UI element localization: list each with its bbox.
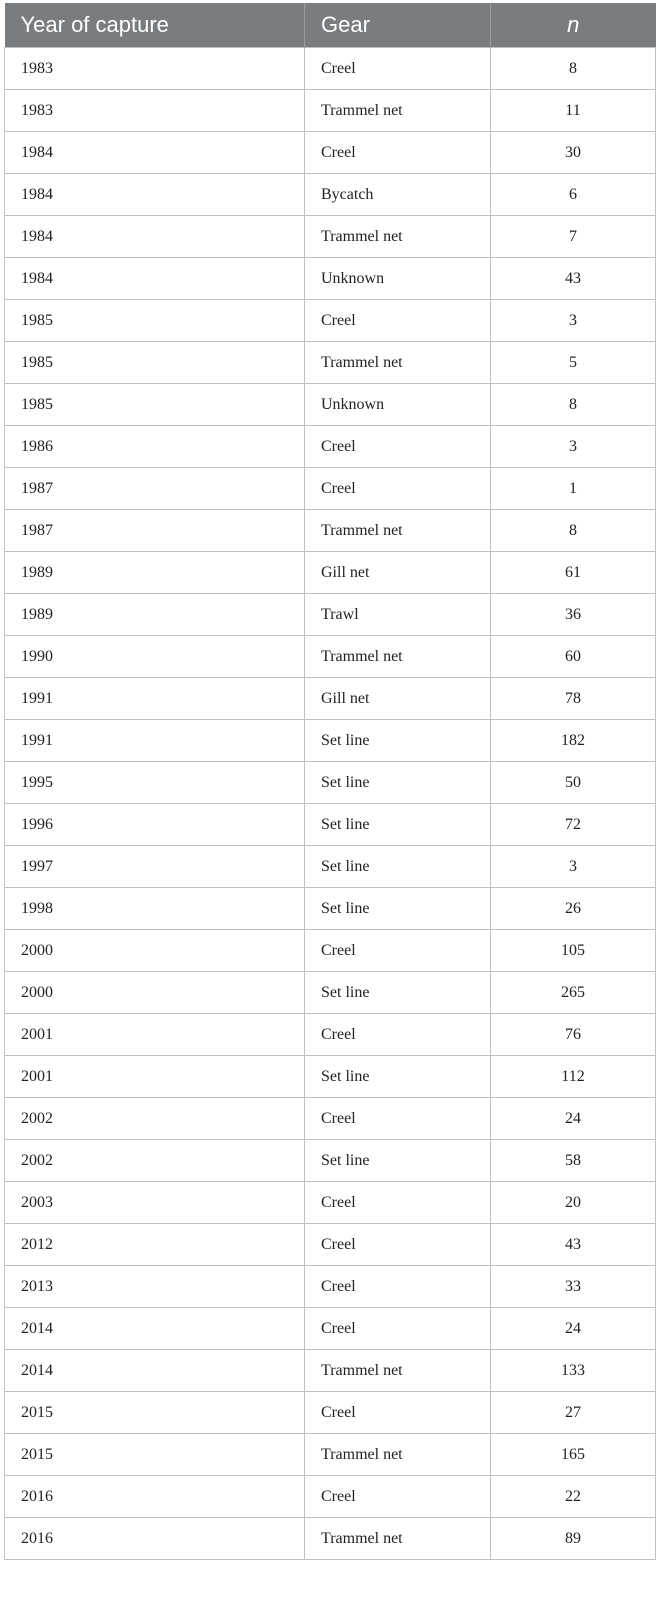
cell-year: 1984 [5,174,305,216]
cell-n: 22 [491,1476,656,1518]
table-row [5,930,656,972]
cell-gear: Creel [305,426,491,468]
cell-n: 11 [491,90,656,132]
table-row [5,258,656,300]
cell-gear: Gill net [305,678,491,720]
cell-year: 1985 [5,300,305,342]
cell-gear: Unknown [305,384,491,426]
cell-year: 1998 [5,888,305,930]
table-row [5,1182,656,1224]
table-row [5,90,656,132]
cell-n: 43 [491,1224,656,1266]
cell-n: 8 [491,384,656,426]
cell-gear: Creel [305,48,491,90]
table-row [5,720,656,762]
table-row [5,132,656,174]
cell-n: 3 [491,846,656,888]
cell-gear: Set line [305,972,491,1014]
table-row [5,636,656,678]
cell-gear: Creel [305,1266,491,1308]
table-row [5,1056,656,1098]
cell-gear: Creel [305,930,491,972]
cell-gear: Trammel net [305,510,491,552]
cell-n: 182 [491,720,656,762]
table-row [5,972,656,1014]
cell-year: 2013 [5,1266,305,1308]
cell-year: 1983 [5,90,305,132]
table-row [5,300,656,342]
table-row [5,762,656,804]
table-row [5,384,656,426]
table-row [5,804,656,846]
table-row [5,1308,656,1350]
table-row [5,216,656,258]
cell-year: 2001 [5,1014,305,1056]
cell-n: 27 [491,1392,656,1434]
cell-gear: Unknown [305,258,491,300]
table-row [5,174,656,216]
cell-year: 1996 [5,804,305,846]
cell-gear: Set line [305,1140,491,1182]
cell-n: 50 [491,762,656,804]
table-row [5,426,656,468]
capture-table-container [4,3,655,1560]
table-row [5,1350,656,1392]
cell-gear: Trammel net [305,90,491,132]
cell-n: 165 [491,1434,656,1476]
cell-gear: Set line [305,888,491,930]
cell-year: 1984 [5,258,305,300]
cell-year: 2001 [5,1056,305,1098]
cell-gear: Trammel net [305,342,491,384]
table-row [5,48,656,90]
table-row [5,552,656,594]
cell-n: 3 [491,426,656,468]
column-header-n: n [491,3,656,48]
cell-year: 2015 [5,1392,305,1434]
cell-gear: Creel [305,1014,491,1056]
cell-gear: Set line [305,762,491,804]
cell-gear: Set line [305,804,491,846]
cell-gear: Creel [305,1098,491,1140]
cell-n: 8 [491,48,656,90]
table-row [5,342,656,384]
cell-year: 1995 [5,762,305,804]
cell-year: 2002 [5,1098,305,1140]
cell-n: 20 [491,1182,656,1224]
cell-gear: Trammel net [305,1518,491,1560]
cell-n: 6 [491,174,656,216]
table-row [5,510,656,552]
cell-n: 26 [491,888,656,930]
cell-year: 1989 [5,594,305,636]
cell-n: 43 [491,258,656,300]
cell-year: 1990 [5,636,305,678]
cell-year: 2003 [5,1182,305,1224]
cell-year: 1985 [5,384,305,426]
cell-n: 7 [491,216,656,258]
cell-year: 1987 [5,468,305,510]
cell-year: 2016 [5,1518,305,1560]
cell-year: 1984 [5,132,305,174]
cell-gear: Creel [305,1224,491,1266]
cell-year: 2015 [5,1434,305,1476]
cell-n: 36 [491,594,656,636]
table-row [5,1098,656,1140]
cell-year: 2016 [5,1476,305,1518]
cell-gear: Trammel net [305,216,491,258]
cell-gear: Creel [305,468,491,510]
cell-n: 24 [491,1308,656,1350]
cell-year: 2000 [5,972,305,1014]
cell-n: 8 [491,510,656,552]
table-row [5,1266,656,1308]
table-row [5,1476,656,1518]
cell-year: 1986 [5,426,305,468]
cell-gear: Set line [305,846,491,888]
cell-n: 60 [491,636,656,678]
cell-year: 2014 [5,1350,305,1392]
table-body [5,48,656,1560]
header-row [5,3,656,48]
cell-n: 105 [491,930,656,972]
cell-n: 30 [491,132,656,174]
cell-gear: Set line [305,1056,491,1098]
cell-n: 33 [491,1266,656,1308]
cell-gear: Bycatch [305,174,491,216]
cell-year: 1984 [5,216,305,258]
table-row [5,594,656,636]
table-row [5,1518,656,1560]
cell-year: 1991 [5,678,305,720]
cell-n: 89 [491,1518,656,1560]
cell-year: 2002 [5,1140,305,1182]
cell-year: 1991 [5,720,305,762]
cell-n: 112 [491,1056,656,1098]
cell-gear: Creel [305,1182,491,1224]
table-row [5,1224,656,1266]
cell-gear: Set line [305,720,491,762]
cell-gear: Trammel net [305,1350,491,1392]
table-row [5,1434,656,1476]
cell-n: 265 [491,972,656,1014]
cell-gear: Creel [305,132,491,174]
table-header [5,3,656,48]
table-row [5,1140,656,1182]
cell-n: 76 [491,1014,656,1056]
cell-year: 1983 [5,48,305,90]
cell-n: 58 [491,1140,656,1182]
cell-n: 61 [491,552,656,594]
cell-gear: Trammel net [305,636,491,678]
cell-n: 5 [491,342,656,384]
cell-year: 1989 [5,552,305,594]
cell-gear: Creel [305,1308,491,1350]
cell-year: 1987 [5,510,305,552]
cell-year: 1997 [5,846,305,888]
cell-n: 72 [491,804,656,846]
cell-gear: Creel [305,1392,491,1434]
cell-year: 2012 [5,1224,305,1266]
table-row [5,1392,656,1434]
cell-n: 24 [491,1098,656,1140]
cell-gear: Gill net [305,552,491,594]
cell-n: 133 [491,1350,656,1392]
cell-year: 2014 [5,1308,305,1350]
cell-n: 78 [491,678,656,720]
cell-year: 2000 [5,930,305,972]
cell-year: 1985 [5,342,305,384]
cell-gear: Creel [305,300,491,342]
column-header-year: Year of capture [5,3,305,48]
column-header-gear: Gear [305,3,491,48]
table-row [5,1014,656,1056]
cell-n: 3 [491,300,656,342]
table-row [5,468,656,510]
cell-gear: Creel [305,1476,491,1518]
cell-gear: Trammel net [305,1434,491,1476]
table-row [5,888,656,930]
cell-gear: Trawl [305,594,491,636]
table-row [5,846,656,888]
table-row [5,678,656,720]
capture-table [4,3,656,1560]
cell-n: 1 [491,468,656,510]
